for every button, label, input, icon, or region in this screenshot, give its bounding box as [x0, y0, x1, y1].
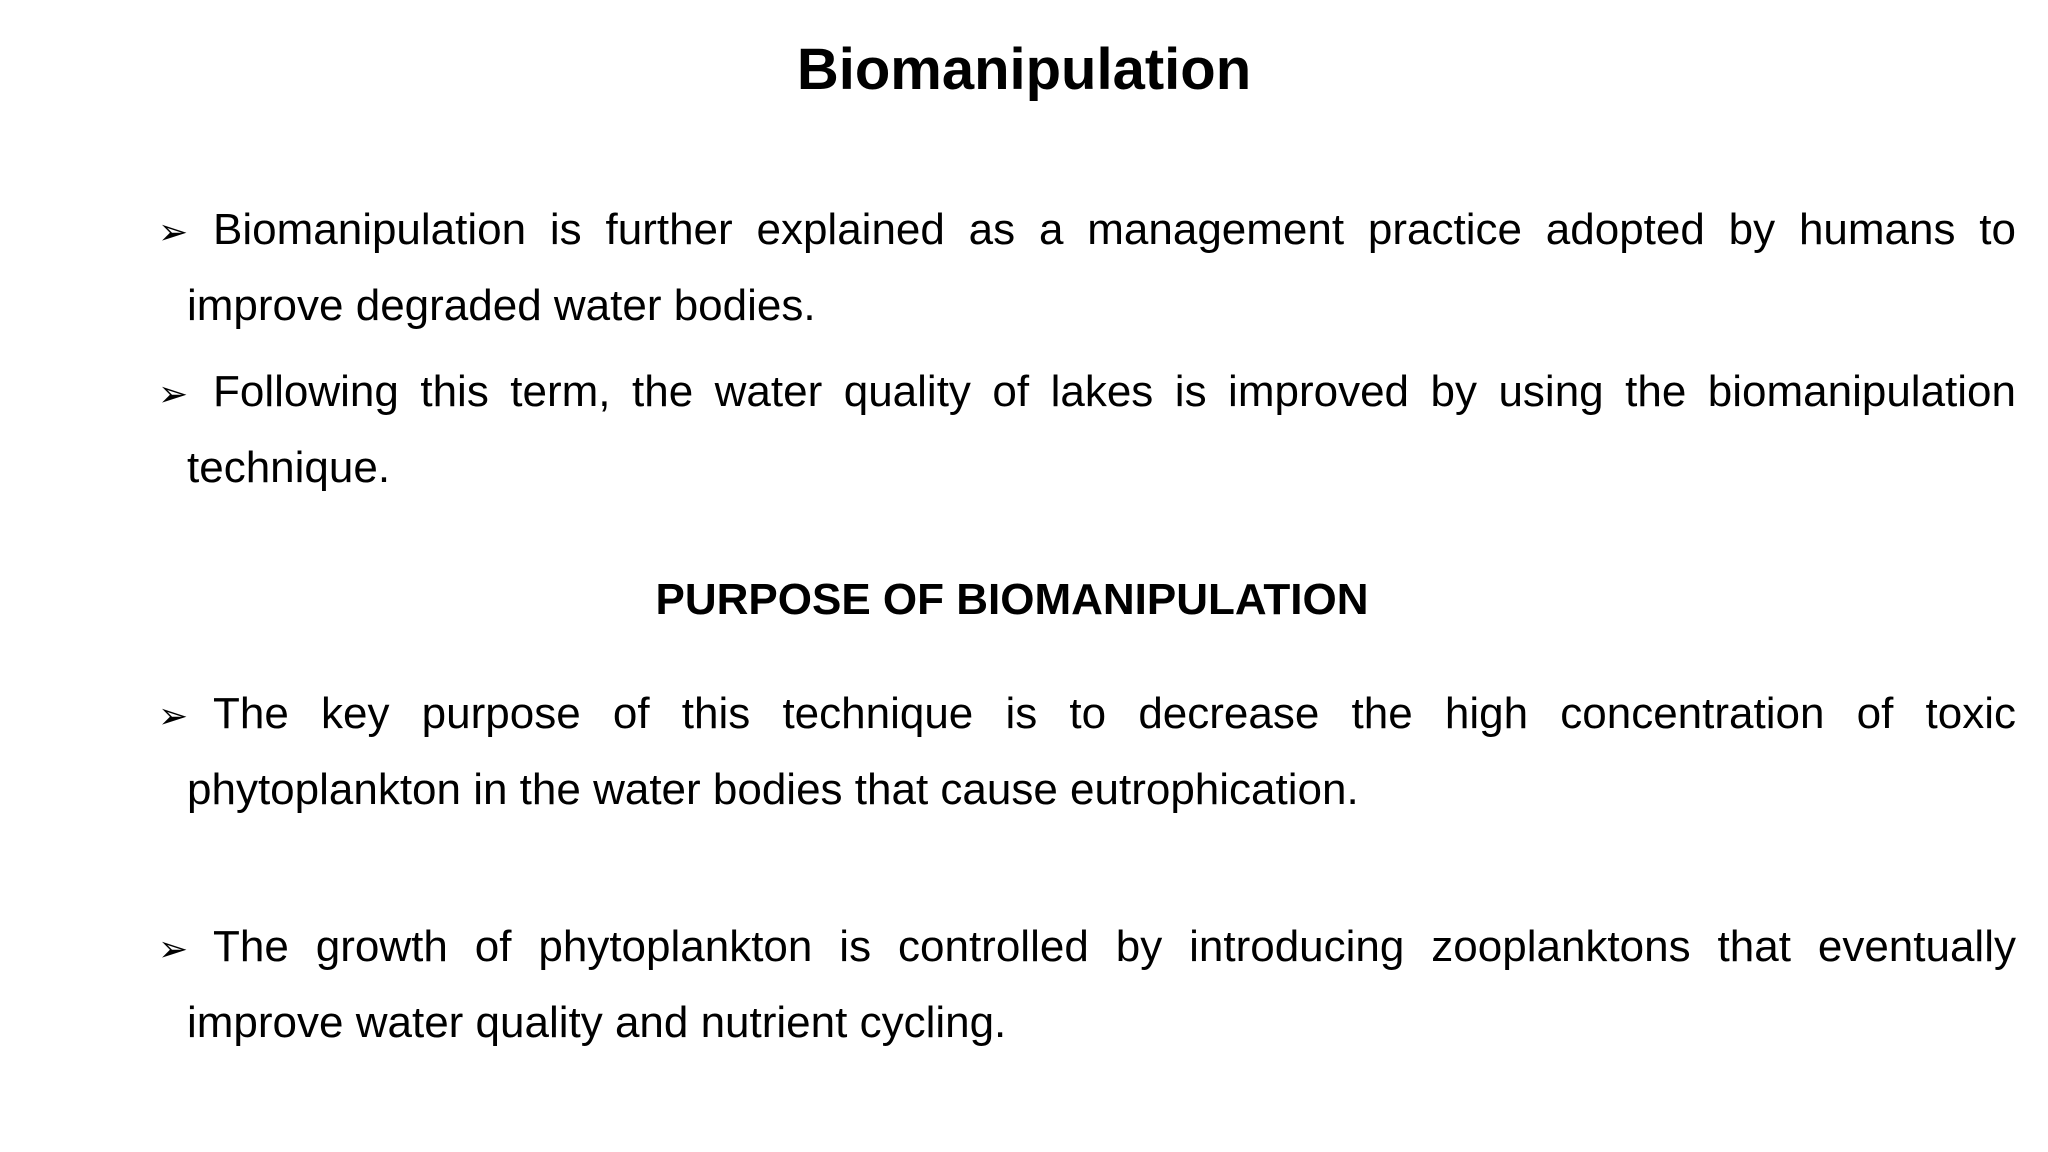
bullet-second-line: improve water quality and nutrient cycling.: [187, 998, 1007, 1047]
section-heading: PURPOSE OF BIOMANIPULATION: [655, 575, 1369, 624]
bullet-first-line: [158, 910, 2016, 986]
bullet-text: The growth of phytoplankton is controlled by introducing zooplanktons that eventually: [213, 922, 2016, 971]
bullet-item: [158, 910, 2016, 1060]
slide-title: Biomanipulation: [796, 37, 1252, 102]
bullet-item: [158, 355, 2016, 505]
arrow-bullet-icon: ➢: [158, 373, 189, 414]
arrow-bullet-icon: ➢: [158, 211, 189, 252]
bullet-text: Following this term, the water quality of lakes is improved by using the biomanipulation: [213, 367, 2016, 416]
arrow-bullet-icon: ➢: [158, 928, 189, 969]
bullet-first-line: [158, 677, 2016, 753]
bullet-item: [158, 677, 2016, 827]
arrow-bullet-icon: ➢: [158, 695, 189, 736]
bullet-item: [158, 193, 2016, 343]
bullet-first-line: [158, 193, 2016, 269]
bullet-text: The key purpose of this technique is to decrease the high concentration of toxic: [213, 689, 2016, 738]
bullet-text: Biomanipulation is further explained as a management practice adopted by humans to: [213, 205, 2016, 254]
bullet-second-line: phytoplankton in the water bodies that cause eutrophication.: [187, 765, 1359, 814]
bullet-second-line: technique.: [187, 443, 391, 492]
bullet-second-line: improve degraded water bodies.: [187, 281, 816, 330]
bullet-first-line: [158, 355, 2016, 431]
